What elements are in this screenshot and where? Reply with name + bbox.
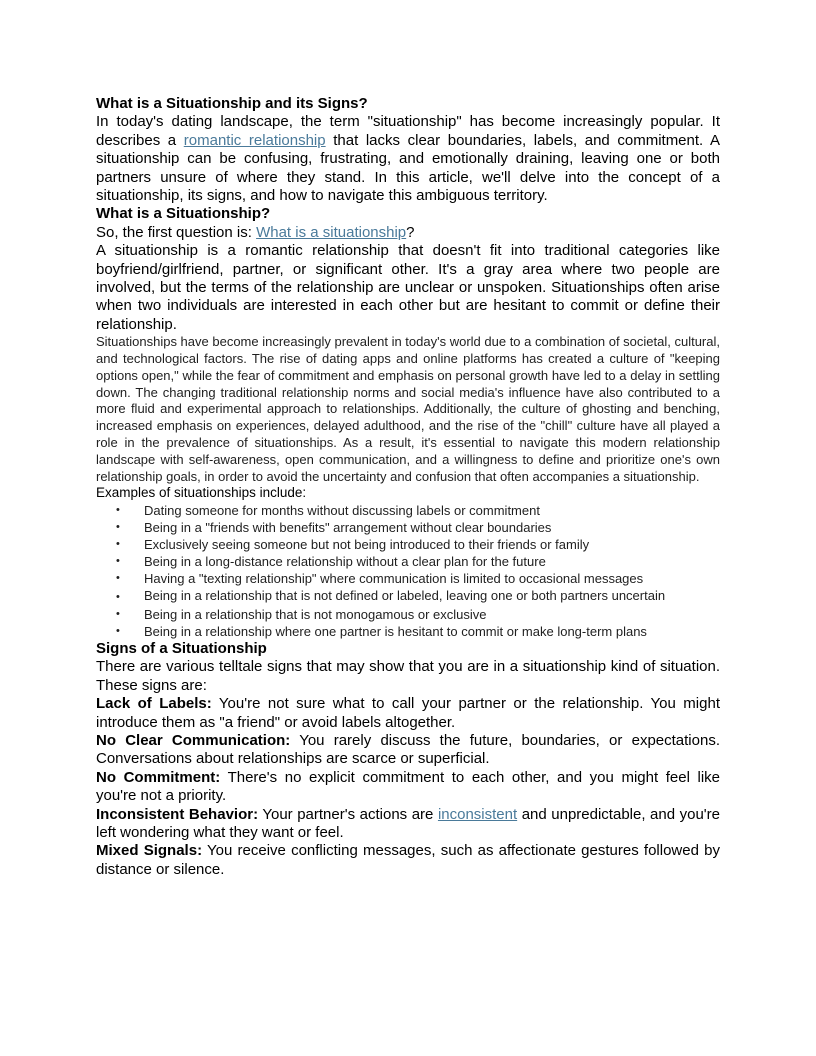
sign-text: There's no explicit commitment to each other, and you might feel like you're not a priority.: [96, 768, 721, 805]
list-item: [96, 587, 720, 606]
list-item: [96, 606, 720, 623]
sign-text-after: and unpredictable, and you're left wondering what they want or feel.: [96, 805, 720, 842]
question-paragraph: [96, 224, 720, 242]
bullet-icon: •: [116, 503, 120, 516]
list-item-text: Being in a relationship that is not monogamous or exclusive: [144, 606, 487, 622]
list-item-text: Dating someone for months without discussing labels or commitment: [144, 502, 540, 518]
list-item: [96, 553, 720, 570]
bullet-icon: •: [116, 554, 120, 567]
sign-label: No Commitment:: [96, 768, 221, 786]
examples-heading: Examples of situationships include:: [96, 485, 307, 501]
sign-text-before: Your partner's actions are: [258, 805, 438, 823]
sign-no-clear-communication: [96, 732, 720, 769]
list-item-text: Exclusively seeing someone but not being introduced to their friends or family: [144, 536, 590, 552]
sign-label: Inconsistent Behavior:: [96, 805, 259, 823]
what-is-situationship-link[interactable]: What is a situationship: [256, 223, 407, 241]
sign-label: Mixed Signals:: [96, 842, 203, 860]
intro-text-after: that lacks clear boundaries, labels, and commitment. A situationship can be confusing, frustrating, and emotionally draining, leaving one or both partners unsure of where they stand. In this article, we'll delve into the concept of a situationship, its signs, and how to navigate this ambiguous territory.: [96, 131, 720, 205]
bullet-icon: •: [116, 624, 120, 637]
document-page: [96, 95, 720, 879]
sign-label: Lack of Labels:: [96, 695, 212, 713]
list-item: [96, 623, 720, 640]
sign-label: No Clear Communication:: [96, 731, 291, 749]
sign-no-commitment: [96, 769, 720, 806]
article-title: What is a Situationship and its Signs?: [96, 95, 368, 112]
intro-paragraph: [96, 113, 720, 205]
list-item-text: Having a "texting relationship" where communication is limited to occasional messages: [144, 570, 644, 586]
signs-intro-paragraph: There are various telltale signs that may show that you are in a situationship kind of situation. These signs are:: [96, 658, 720, 694]
romantic-relationship-link[interactable]: romantic relationship: [183, 131, 326, 149]
bullet-icon: •: [116, 607, 120, 620]
definition-paragraph: A situationship is a romantic relationship that doesn't fit into traditional categories like boyfriend/girlfriend, partner, or significant other. It's a gray area where two people are involved, but the terms of the relationship are unclear or unspoken. Situationships often arise when two individuals are interested in each other but are hesitant to commit or define their relationship.: [96, 242, 720, 333]
bullet-icon: •: [116, 537, 120, 550]
question-text-before: So, the first question is:: [96, 223, 257, 241]
list-item: [96, 519, 720, 536]
list-item: [96, 536, 720, 553]
question-text-after: ?: [406, 223, 415, 241]
section-heading-what-is: What is a Situationship?: [96, 205, 271, 223]
examples-list: [96, 502, 720, 640]
intro-text-before: In today's dating landscape, the term "situationship" has become increasingly popular. It describes a: [96, 113, 720, 149]
bullet-icon: •: [116, 590, 120, 603]
sign-lack-of-labels: [96, 695, 720, 732]
list-item: [96, 570, 720, 587]
sign-mixed-signals: [96, 842, 720, 879]
inconsistent-link[interactable]: inconsistent: [437, 805, 518, 823]
list-item-text: Being in a "friends with benefits" arrangement without clear boundaries: [144, 519, 552, 535]
sign-text: You're not sure what to call your partner or the relationship. You might introduce them as "a friend" or avoid labels altogether.: [96, 695, 720, 731]
prevalence-paragraph: Situationships have become increasingly prevalent in today's world due to a combination of societal, cultural, and technological factors. The rise of dating apps and online platforms has created a culture of "keeping options open," while the fear of commitment and emphasis on personal growth have led to a delay in settling down. The changing traditional relationship norms and social media's influence have also contributed to a more fluid and experimental approach to relationships. Additionally, the culture of ghosting and benching, increased emphasis on experiences, delayed adulthood, and the rise of the "chill" culture have all played a role in the prevalence of situationships. As a result, it's essential to navigate this modern relationship landscape with self-awareness, open communication, and a willingness to define and prioritize one's own relationship goals, in order to avoid the uncertainty and confusion that often accompanies a situationship.: [96, 334, 720, 484]
sign-text: You receive conflicting messages, such as affectionate gestures followed by distance or silence.: [96, 842, 720, 878]
list-item-text: Being in a relationship that is not defined or labeled, leaving one or both partners uncertain: [144, 587, 666, 603]
sign-text: You rarely discuss the future, boundaries, or expectations. Conversations about relationships are scarce or superficial.: [96, 731, 720, 768]
list-item-text: Being in a relationship where one partner is hesitant to commit or make long-term plans: [144, 623, 647, 639]
list-item-text: Being in a long-distance relationship without a clear plan for the future: [144, 553, 546, 569]
list-item: [96, 502, 720, 519]
bullet-icon: •: [116, 571, 120, 584]
bullet-icon: •: [116, 520, 120, 533]
section-heading-signs: Signs of a Situationship: [96, 639, 267, 657]
sign-inconsistent-behavior: [96, 806, 720, 843]
